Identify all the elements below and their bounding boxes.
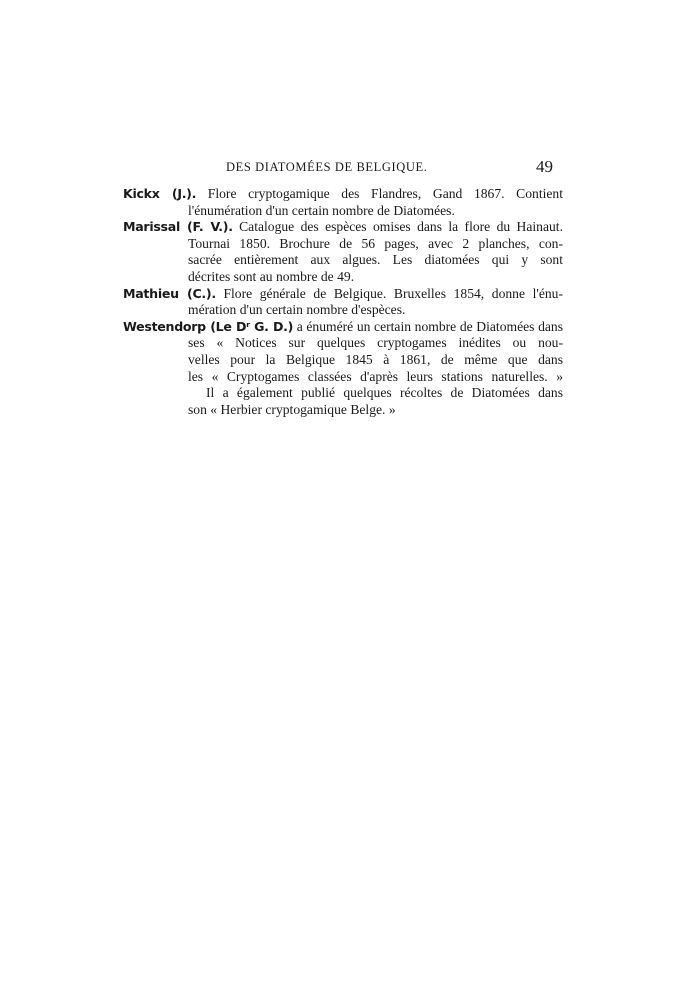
page-title: DES DIATOMÉES DE BELGIQUE. <box>226 160 428 174</box>
bibliography-entry <box>123 186 563 219</box>
entry-text-line: les « Cryptogames classées d'après leurs stations naturelles. » <box>188 368 563 384</box>
bibliography-list <box>123 186 563 418</box>
entry-author: Mathieu (C.). <box>123 285 216 301</box>
entry-author: Kickx (J.). <box>123 186 197 201</box>
entry-text-line: Il a également publié quelques récoltes de Diatomées dans <box>206 385 563 401</box>
entry-author: Marissal (F. V.). <box>123 219 233 235</box>
entry-text-line: a énuméré un certain nombre de Diatomées dans <box>296 318 563 334</box>
entry-text-line: sacrée entièrement aux algues. Les diatomées qui y sont <box>188 252 563 268</box>
entry-text-line: décrites sont au nombre de 49. <box>188 268 355 284</box>
entry-text-line: Flore générale de Belgique. Bruxelles 1854, donne l'énu- <box>223 285 563 301</box>
page-number: 49 <box>536 157 553 176</box>
entry-text-line: ses « Notices sur quelques cryptogames inédites ou nou- <box>188 335 563 351</box>
entry-first-line <box>123 186 563 203</box>
entry-first-line <box>123 219 563 236</box>
entry-first-line <box>123 319 563 336</box>
entry-text-line: mération d'un certain nombre d'espèces. <box>188 302 406 318</box>
entry-text-line: son « Herbier cryptogamique Belge. » <box>188 401 396 417</box>
entry-author: Westendorp (Le Dʳ G. D.) <box>123 318 294 334</box>
entry-text-line: l'énumération d'un certain nombre de Diatomées. <box>188 202 455 218</box>
bibliography-entry <box>123 219 563 285</box>
entry-text-line: Flore cryptogamique des Flandres, Gand 1867. Contient <box>207 186 564 201</box>
bibliography-entry <box>123 286 563 319</box>
entry-first-line <box>123 286 563 303</box>
bibliography-entry <box>123 319 563 419</box>
entry-text-line: velles pour la Belgique 1845 à 1861, de même que dans <box>188 351 563 367</box>
entry-text-line: Tournai 1850. Brochure de 56 pages, avec 2 planches, con- <box>188 235 563 251</box>
entry-text-line: Catalogue des espèces omises dans la flore du Hainaut. <box>239 219 563 235</box>
